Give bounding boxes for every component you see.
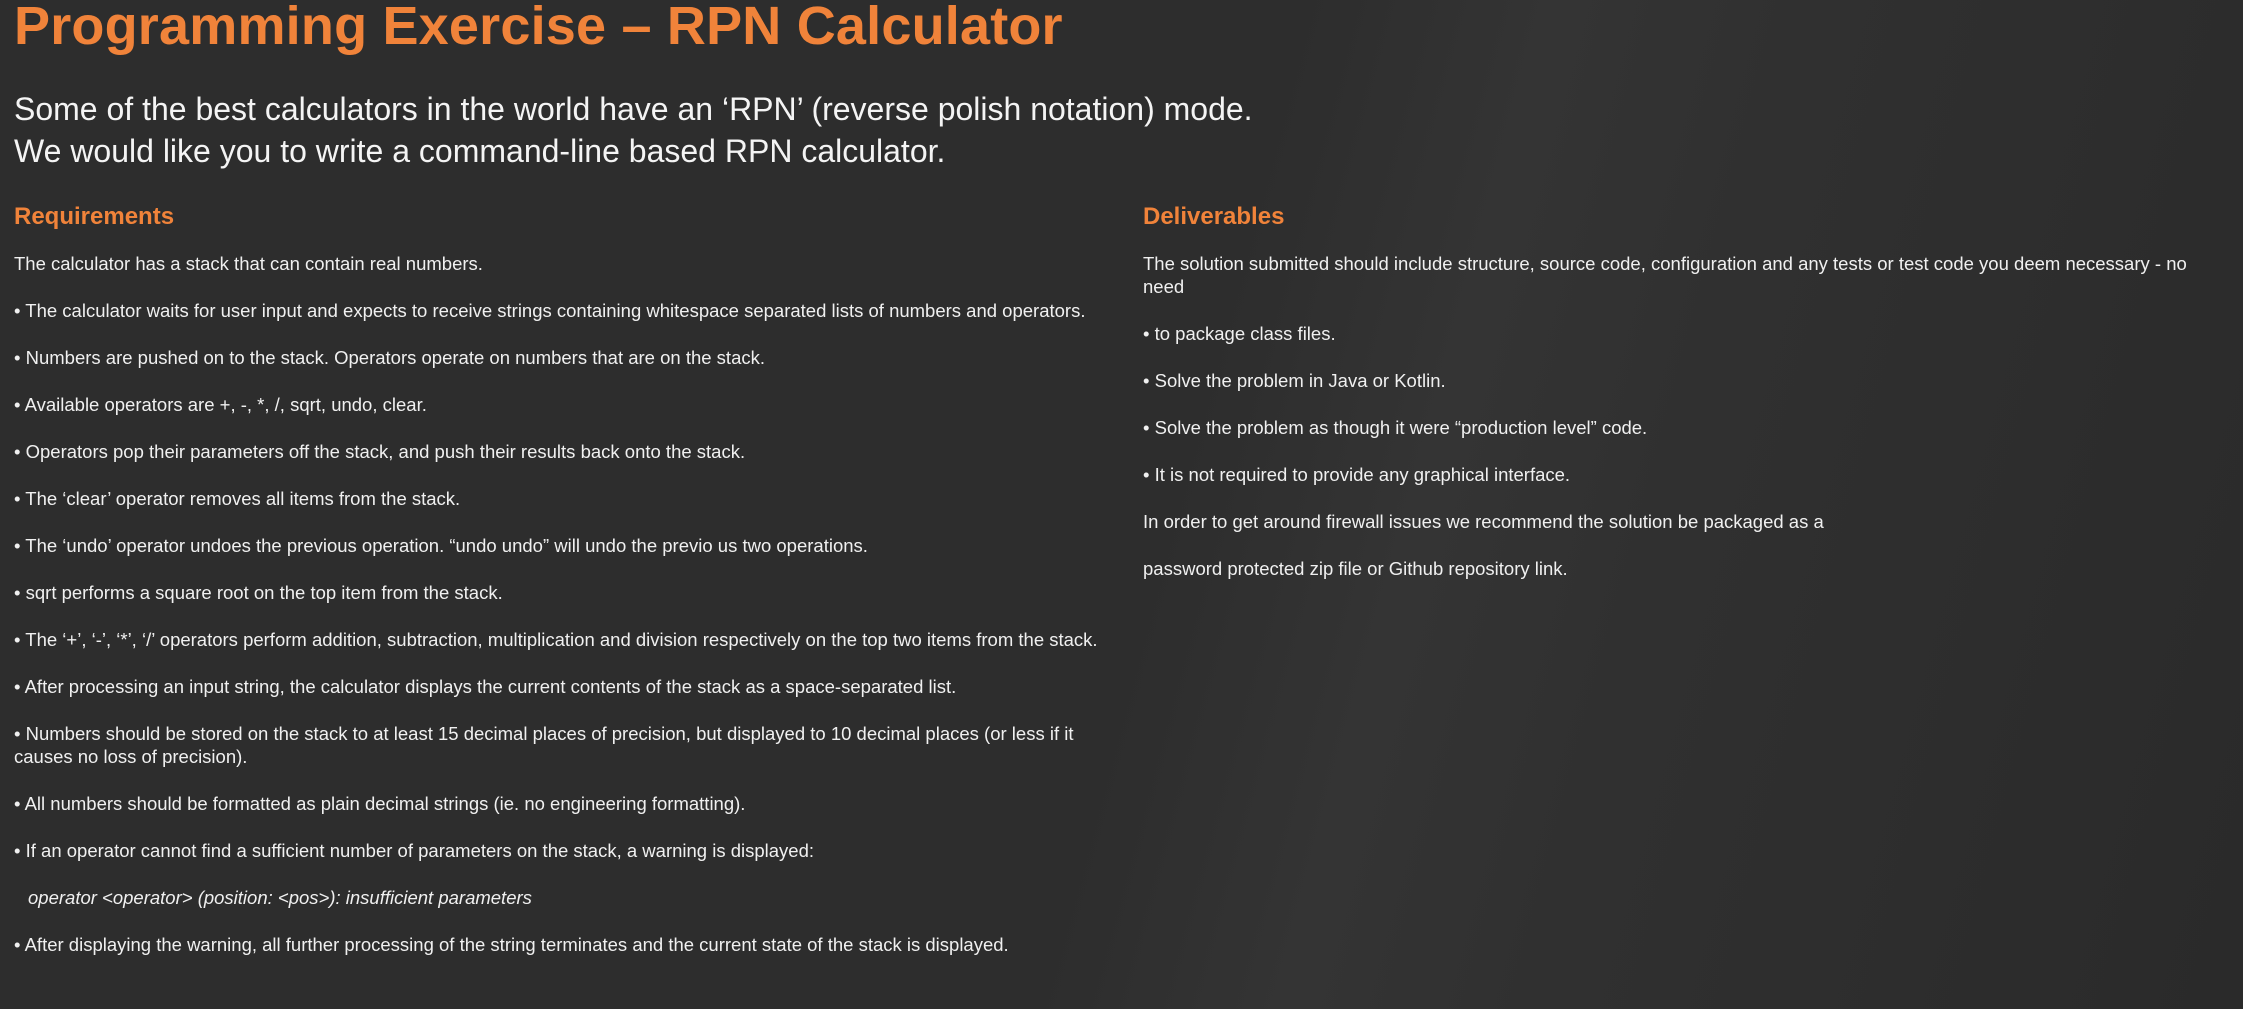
requirement-item: • If an operator cannot find a sufficient number of parameters on the stack, a warning is displayed: <box>14 840 815 861</box>
deliverable-item: password protected zip file or Github repository link. <box>1143 558 1568 579</box>
intro-text <box>14 88 1253 172</box>
deliverable-item: • Solve the problem in Java or Kotlin. <box>1143 370 1446 391</box>
requirement-item: • The ‘+’, ‘-’, ‘*’, ‘/’ operators perform addition, subtraction, multiplication and division respectively on the top two items from the stack. <box>14 629 1098 650</box>
requirement-item: • Numbers are pushed on to the stack. Operators operate on numbers that are on the stack. <box>14 347 766 368</box>
requirement-item: • Available operators are +, -, *, /, sqrt, undo, clear. <box>14 394 427 415</box>
requirement-item: • The ‘clear’ operator removes all items from the stack. <box>14 488 461 509</box>
requirement-item: • All numbers should be formatted as plain decimal strings (ie. no engineering formatting). <box>14 793 746 814</box>
requirement-item: • Operators pop their parameters off the stack, and push their results back onto the stack. <box>14 441 746 462</box>
deliverable-item: In order to get around firewall issues we recommend the solution be packaged as a <box>1143 511 1824 532</box>
warning-format: operator <operator> (position: <pos>): insufficient parameters <box>28 887 532 908</box>
requirement-item: • sqrt performs a square root on the top item from the stack. <box>14 582 503 603</box>
deliverable-item: • Solve the problem as though it were “production level” code. <box>1143 417 1648 438</box>
slide-title: Programming Exercise – RPN Calculator <box>14 0 1063 56</box>
intro-line: Some of the best calculators in the world have an ‘RPN’ (reverse polish notation) mode. <box>14 91 1253 127</box>
deliverables-heading: Deliverables <box>1143 203 1285 230</box>
requirements-heading: Requirements <box>14 203 175 230</box>
deliverable-item: • to package class files. <box>1143 323 1336 344</box>
deliverable-item: • It is not required to provide any graphical interface. <box>1143 464 1571 485</box>
requirement-item: • Numbers should be stored on the stack to at least 15 decimal places of precision, but displayed to 10 decimal places (or less if it causes no loss of precision). <box>14 723 1074 767</box>
requirements-section <box>14 200 1109 980</box>
requirement-item: The calculator has a stack that can contain real numbers. <box>14 253 483 274</box>
deliverables-section <box>1143 200 2233 604</box>
deliverable-item: The solution submitted should include structure, source code, configuration and any tests or test code you deem necessary - no need <box>1143 253 2187 297</box>
intro-line: We would like you to write a command-line based RPN calculator. <box>14 133 946 169</box>
requirement-item: • The calculator waits for user input and expects to receive strings containing whitespace separated lists of numbers and operators. <box>14 300 1086 321</box>
requirement-item: • After processing an input string, the calculator displays the current contents of the stack as a space-separated list. <box>14 676 957 697</box>
requirement-item: • After displaying the warning, all further processing of the string terminates and the current state of the stack is displayed. <box>14 934 1009 955</box>
requirement-item: • The ‘undo’ operator undoes the previous operation. “undo undo” will undo the previo us two operations. <box>14 535 868 556</box>
